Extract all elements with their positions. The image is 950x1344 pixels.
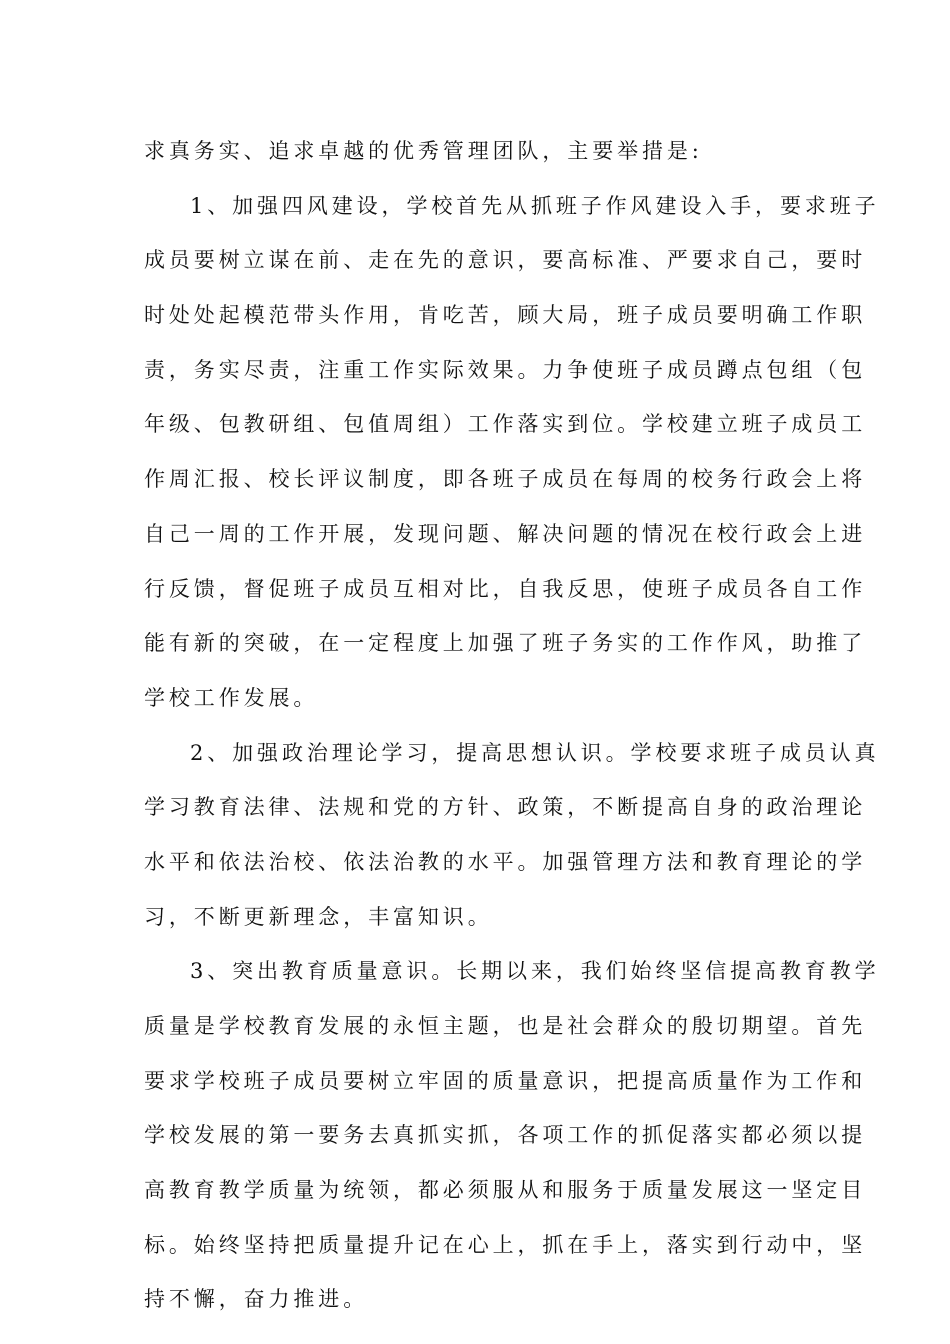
paragraph-2-start: 2、加强政治理论学习，提高思想认识。学校要求班子成员认真 bbox=[190, 740, 880, 765]
text-line: 习，不断更新理念，丰富知识。 bbox=[144, 904, 493, 929]
text-line: 水平和依法治校、依法治教的水平。加强管理方法和教育理论的学 bbox=[144, 849, 867, 874]
text-line: 高教育教学质量为统领，都必须服从和服务于质量发展这一坚定目 bbox=[144, 1178, 867, 1203]
text-line: 能有新的突破，在一定程度上加强了班子务实的工作作风，助推了 bbox=[144, 631, 867, 656]
paragraph-3-start: 3、突出教育质量意识。长期以来，我们始终坚信提高教育教学 bbox=[190, 959, 880, 984]
text-line: 责，务实尽责，注重工作实际效果。力争使班子成员蹲点包组（包 bbox=[144, 357, 867, 382]
text-line: 标。始终坚持把质量提升记在心上，抓在手上，落实到行动中，坚 bbox=[144, 1232, 867, 1257]
text-line: 自己一周的工作开展，发现问题、解决问题的情况在校行政会上进 bbox=[144, 521, 867, 546]
text-line: 学校发展的第一要务去真抓实抓，各项工作的抓促落实都必须以提 bbox=[144, 1123, 867, 1148]
text-line: 要求学校班子成员要树立牢固的质量意识，把提高质量作为工作和 bbox=[144, 1068, 867, 1093]
text-line: 求真务实、追求卓越的优秀管理团队，主要举措是: bbox=[144, 139, 703, 163]
text-line: 质量是学校教育发展的永恒主题，也是社会群众的殷切期望。首先 bbox=[144, 1014, 867, 1038]
text-line: 持不懈，奋力推进。 bbox=[144, 1287, 369, 1312]
text-line: 作周汇报、校长评议制度，即各班子成员在每周的校务行政会上将 bbox=[144, 467, 867, 492]
text-line: 行反馈，督促班子成员互相对比，自我反思，使班子成员各自工作 bbox=[144, 576, 867, 601]
text-line: 学习教育法律、法规和党的方针、政策，不断提高自身的政治理论 bbox=[144, 795, 867, 820]
text-line: 年级、包教研组、包值周组）工作落实到位。学校建立班子成员工 bbox=[144, 412, 867, 437]
body-text bbox=[144, 124, 880, 1327]
text-line: 时处处起模范带头作用，肯吃苦，顾大局，班子成员要明确工作职 bbox=[144, 303, 867, 328]
text-line: 成员要树立谋在前、走在先的意识，要高标准、严要求自己，要时 bbox=[144, 248, 867, 273]
paragraph-1-start: 1、加强四风建设，学校首先从抓班子作风建设入手，要求班子 bbox=[190, 193, 880, 218]
text-line: 学校工作发展。 bbox=[144, 685, 319, 710]
